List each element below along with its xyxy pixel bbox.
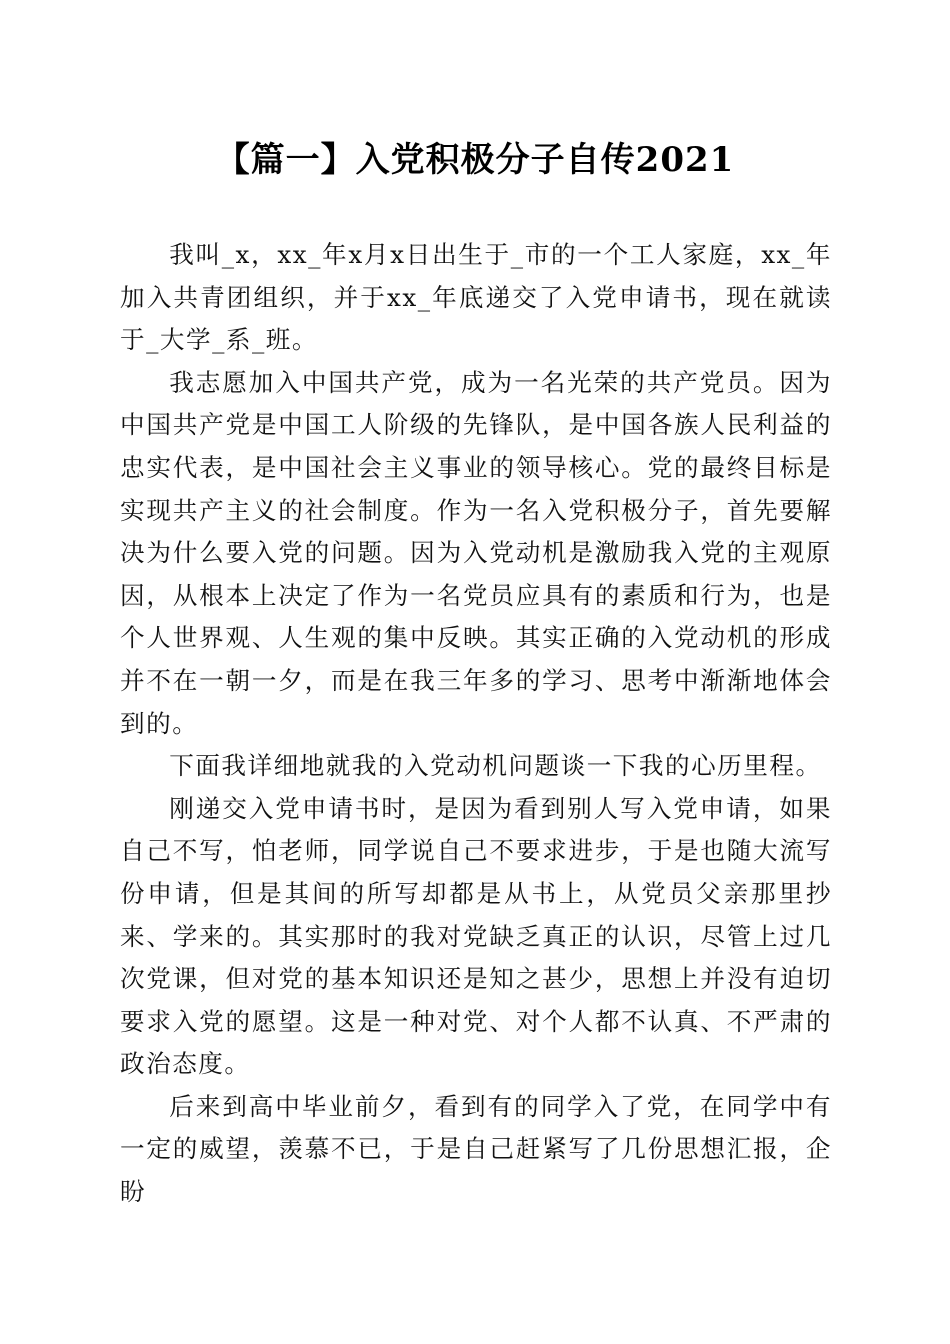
- paragraph-1: 我叫_x，xx_年x月x日出生于_市的一个工人家庭，xx_年加入共青团组织，并于xx_年底递交了入党申请书，现在就读于_大学_系_班。: [120, 240, 832, 355]
- document-title: 【篇一】入党积极分子自传2021: [215, 140, 735, 180]
- paragraph-3: 下面我详细地就我的入党动机问题谈一下我的心历里程。: [169, 751, 822, 781]
- document-body: [120, 234, 832, 1214]
- paragraph-5: 后来到高中毕业前夕，看到有的同学入了党，在同学中有一定的威望，羡慕不已，于是自己赶紧写了几份思想汇报，企盼: [120, 1091, 832, 1207]
- paragraph-2: 我志愿加入中国共产党，成为一名光荣的共产党员。因为中国共产党是中国工人阶级的先锋队，是中国各族人民利益的忠实代表，是中国社会主义事业的领导核心。党的最终目标是实现共产主义的社会制度。作为一名入党积极分子，首先要解决为什么要入党的问题。因为入党动机是激励我入党的主观原因，从根本上决定了作为一名党员应具有的素质和行为，也是个人世界观、人生观的集中反映。其实正确的入党动机的形成并不在一朝一夕，而是在我三年多的学习、思考中渐渐地体会到的。: [120, 367, 832, 738]
- paragraph-4: 刚递交入党申请书时，是因为看到别人写入党申请，如果自己不写，怕老师，同学说自己不要求进步，于是也随大流写份申请，但是其间的所写却都是从书上，从党员父亲那里抄来、学来的。其实那时的我对党缺乏真正的认识，尽管上过几次党课，但对党的基本知识还是知之甚少，思想上并没有迫切要求入党的愿望。这是一种对党、对个人都不认真、不严肃的政治态度。: [120, 793, 832, 1079]
